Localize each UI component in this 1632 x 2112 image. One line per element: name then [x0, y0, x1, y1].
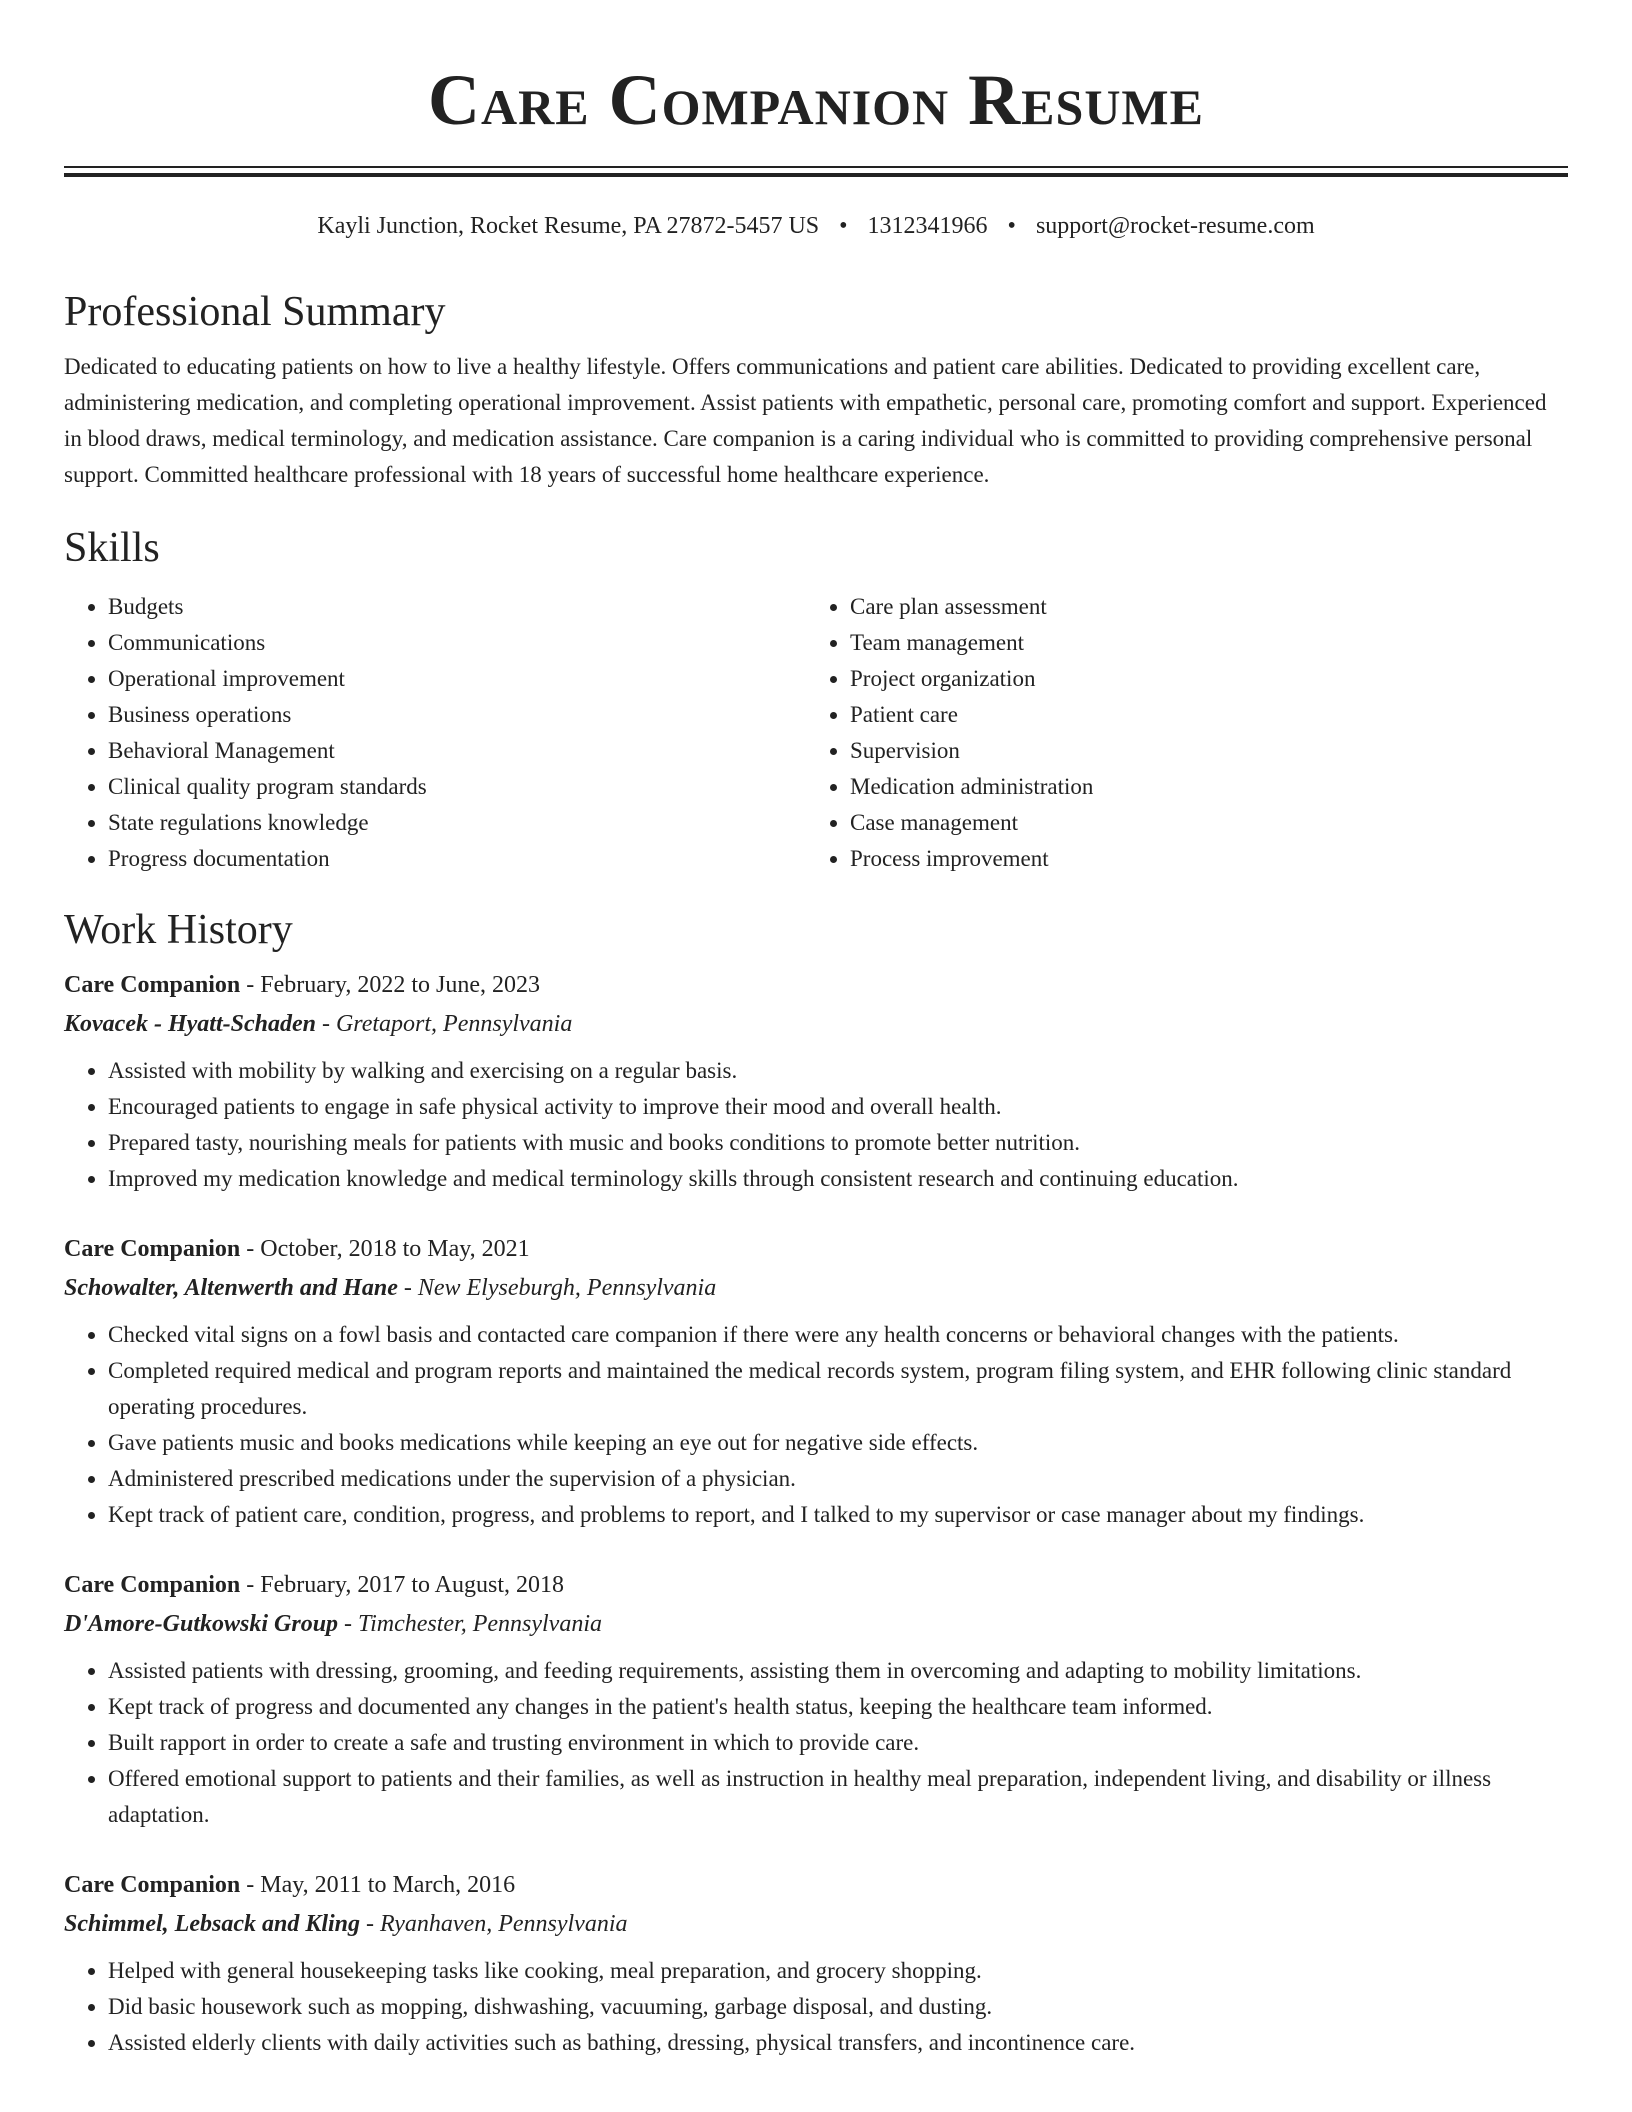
skill-item: • Budgets [108, 589, 806, 625]
job-company: Schowalter, Altenwerth and Hane [64, 1275, 398, 1301]
contact-address: Kayli Junction, Rocket Resume, PA 27872-5457 US [317, 213, 820, 239]
duty-item: • Prepared tasty, nourishing meals for patients with music and books conditions to promote better nutrition. [108, 1125, 1568, 1161]
duty-item: • Helped with general housekeeping tasks like cooking, meal preparation, and grocery shopping. [108, 1953, 1568, 1989]
job-title-line [64, 965, 1568, 1005]
skill-item: • Patient care [850, 697, 1548, 733]
job-dates: - February, 2017 to August, 2018 [246, 1572, 565, 1598]
job-title: Care Companion [64, 1872, 241, 1898]
skills-list-right [806, 589, 1548, 877]
skill-item: • Clinical quality program standards [108, 769, 806, 805]
skill-item: • Supervision [850, 733, 1548, 769]
job-location: - Gretaport, Pennsylvania [321, 1011, 573, 1037]
summary-section [64, 287, 1568, 493]
skills-heading: Skills [64, 525, 160, 571]
skill-item: • State regulations knowledge [108, 805, 806, 841]
skills-list-left [64, 589, 806, 877]
job-duties [64, 1953, 1568, 2061]
skill-item: • Team management [850, 625, 1548, 661]
duty-item: • Gave patients music and books medications while keeping an eye out for negative side effects. [108, 1425, 1568, 1461]
duty-item: • Checked vital signs on a fowl basis and contacted care companion if there were any health concerns or behavioral changes with the patients. [108, 1317, 1568, 1353]
summary-heading: Professional Summary [64, 289, 446, 335]
title-divider [64, 166, 1568, 177]
duty-item: • Completed required medical and program reports and maintained the medical records system, program filing system, and EHR following clinic standard operating procedures. [108, 1353, 1568, 1425]
skill-item: • Progress documentation [108, 841, 806, 877]
skill-item: • Medication administration [850, 769, 1548, 805]
duty-item: • Kept track of patient care, condition, progress, and problems to report, and I talked to my supervisor or case manager about my findings. [108, 1497, 1568, 1533]
duty-item: • Offered emotional support to patients and their families, as well as instruction in healthy meal preparation, independent living, and disability or illness adaptation. [108, 1761, 1568, 1833]
summary-text: Dedicated to educating patients on how to live a healthy lifestyle. Offers communications and patient care abilities. Dedicated to providing excellent care, administering medication, and completing operational improvement. Assist patients with empathetic, personal care, promoting comfort and support. Experienced in blood draws, medical terminology, and medication assistance. Care companion is a caring individual who is committed to providing comprehensive personal support. Committed healthcare professional with 18 years of successful home healthcare experience. [64, 354, 1547, 487]
skill-item: • Process improvement [850, 841, 1548, 877]
skill-item: • Communications [108, 625, 806, 661]
job-title-line [64, 1565, 1568, 1605]
job-location: - Timchester, Pennsylvania [344, 1611, 602, 1637]
contact-email: support@rocket-resume.com [1035, 213, 1315, 239]
duty-item: • Did basic housework such as mopping, dishwashing, vacuuming, garbage disposal, and dusting. [108, 1989, 1568, 2025]
job-company: D'Amore-Gutkowski Group [64, 1611, 339, 1637]
job-dates: - May, 2011 to March, 2016 [246, 1872, 516, 1898]
job-entry [64, 1865, 1568, 2061]
skill-item: • Operational improvement [108, 661, 806, 697]
skills-columns [64, 589, 1568, 877]
job-company-line [64, 1905, 1568, 1943]
duty-item: • Assisted patients with dressing, grooming, and feeding requirements, assisting them in overcoming and adapting to mobility limitations. [108, 1653, 1568, 1689]
work-section [64, 905, 1568, 2061]
job-title-line [64, 1865, 1568, 1905]
skills-section [64, 523, 1568, 877]
duty-item: • Encouraged patients to engage in safe physical activity to improve their mood and overall health. [108, 1089, 1568, 1125]
skill-item: • Business operations [108, 697, 806, 733]
jobs-list [64, 965, 1568, 2061]
skill-item: • Care plan assessment [850, 589, 1548, 625]
skill-item: • Case management [850, 805, 1548, 841]
contact-separator: • [839, 213, 848, 239]
duty-item: • Administered prescribed medications under the supervision of a physician. [108, 1461, 1568, 1497]
job-company: Kovacek - Hyatt-Schaden [64, 1011, 316, 1037]
skill-item: • Behavioral Management [108, 733, 806, 769]
job-company-line [64, 1605, 1568, 1643]
job-location: - New Elyseburgh, Pennsylvania [403, 1275, 717, 1301]
job-title: Care Companion [64, 972, 241, 998]
duty-item: • Improved my medication knowledge and medical terminology skills through consistent research and continuing education. [108, 1161, 1568, 1197]
job-location: - Ryanhaven, Pennsylvania [366, 1911, 628, 1937]
contact-line [64, 211, 1568, 241]
resume-page [64, 0, 1568, 2061]
contact-separator: • [1007, 213, 1016, 239]
job-entry [64, 965, 1568, 1197]
job-duties [64, 1653, 1568, 1833]
job-duties [64, 1317, 1568, 1533]
job-dates: - February, 2022 to June, 2023 [246, 972, 540, 998]
resume-title: Care Companion Resume [428, 60, 1204, 140]
job-entry [64, 1565, 1568, 1833]
job-duties [64, 1053, 1568, 1197]
job-entry [64, 1229, 1568, 1533]
skill-item: • Project organization [850, 661, 1548, 697]
job-title: Care Companion [64, 1572, 241, 1598]
job-title: Care Companion [64, 1236, 241, 1262]
work-heading: Work History [64, 907, 293, 953]
duty-item: • Assisted elderly clients with daily activities such as bathing, dressing, physical transfers, and incontinence care. [108, 2025, 1568, 2061]
job-company-line [64, 1269, 1568, 1307]
duty-item: • Built rapport in order to create a safe and trusting environment in which to provide care. [108, 1725, 1568, 1761]
duty-item: • Assisted with mobility by walking and exercising on a regular basis. [108, 1053, 1568, 1089]
contact-phone: 1312341966 [867, 213, 988, 239]
job-dates: - October, 2018 to May, 2021 [246, 1236, 530, 1262]
job-company: Schimmel, Lebsack and Kling [64, 1911, 361, 1937]
job-company-line [64, 1005, 1568, 1043]
job-title-line [64, 1229, 1568, 1269]
duty-item: • Kept track of progress and documented any changes in the patient's health status, keeping the healthcare team informed. [108, 1689, 1568, 1725]
